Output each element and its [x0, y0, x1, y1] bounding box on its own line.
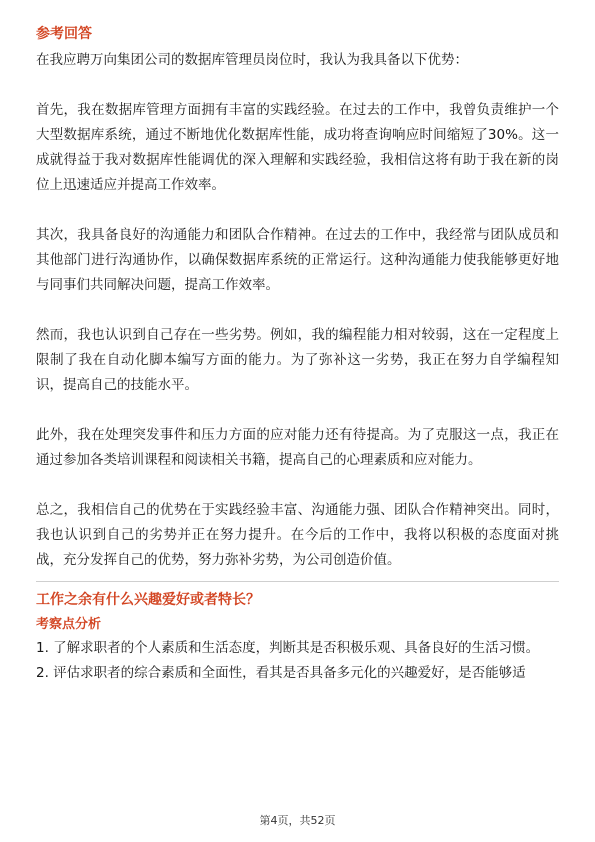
paragraph-first: 首先，我在数据库管理方面拥有丰富的实践经验。在过去的工作中，我曾负责维护一个大型数据库系统，通过不断地优化数据库性能，成功将查询响应时间缩短了30%。这一成就得益于我对数据库性能调优的深入理解和实践经验，我相信这将有助于我在新的岗位上迅速适应并提高工作效率。 — [36, 102, 559, 193]
paragraph-besides: 此外，我在处理突发事件和压力方面的应对能力还有待提高。为了克服这一点，我正在通过参加各类培训课程和阅读相关书籍，提高自己的心理素质和应对能力。 — [36, 427, 559, 468]
answer-heading: 参考回答 — [36, 26, 92, 42]
paragraph-summary: 总之，我相信自己的优势在于实践经验丰富、沟通能力强、团队合作精神突出。同时，我也认识到自己的劣势并正在努力提升。在今后的工作中，我将以积极的态度面对挑战，充分发挥自己的优势，努力弥补劣势，为公司创造价值。 — [36, 502, 559, 568]
page-footer: 第4页，共52页 — [259, 814, 336, 827]
document-page — [36, 24, 559, 686]
question-title: 工作之余有什么兴趣爱好或者特长？ — [36, 592, 260, 608]
intro-paragraph: 在我应聘万向集团公司的数据库管理员岗位时，我认为我具备以下优势： — [36, 52, 468, 68]
paragraph-however: 然而，我也认识到自己存在一些劣势。例如，我的编程能力相对较弱，这在一定程度上限制了我在自动化脚本编写方面的能力。为了弥补这一劣势，我正在努力自学编程知识，提高自己的技能水平。 — [36, 327, 559, 393]
analysis-heading: 考察点分析 — [36, 617, 102, 632]
section-divider — [36, 581, 559, 582]
analysis-item: 1. 了解求职者的个人素质和生活态度，判断其是否积极乐观、具备良好的生活习惯。 — [36, 640, 540, 656]
analysis-item: 2. 评估求职者的综合素质和全面性，看其是否具备多元化的兴趣爱好，是否能够适 — [36, 665, 526, 681]
paragraph-second: 其次，我具备良好的沟通能力和团队合作精神。在过去的工作中，我经常与团队成员和其他部门进行沟通协作，以确保数据库系统的正常运行。这种沟通能力使我能够更好地与同事们共同解决问题，提高工作效率。 — [36, 227, 559, 293]
